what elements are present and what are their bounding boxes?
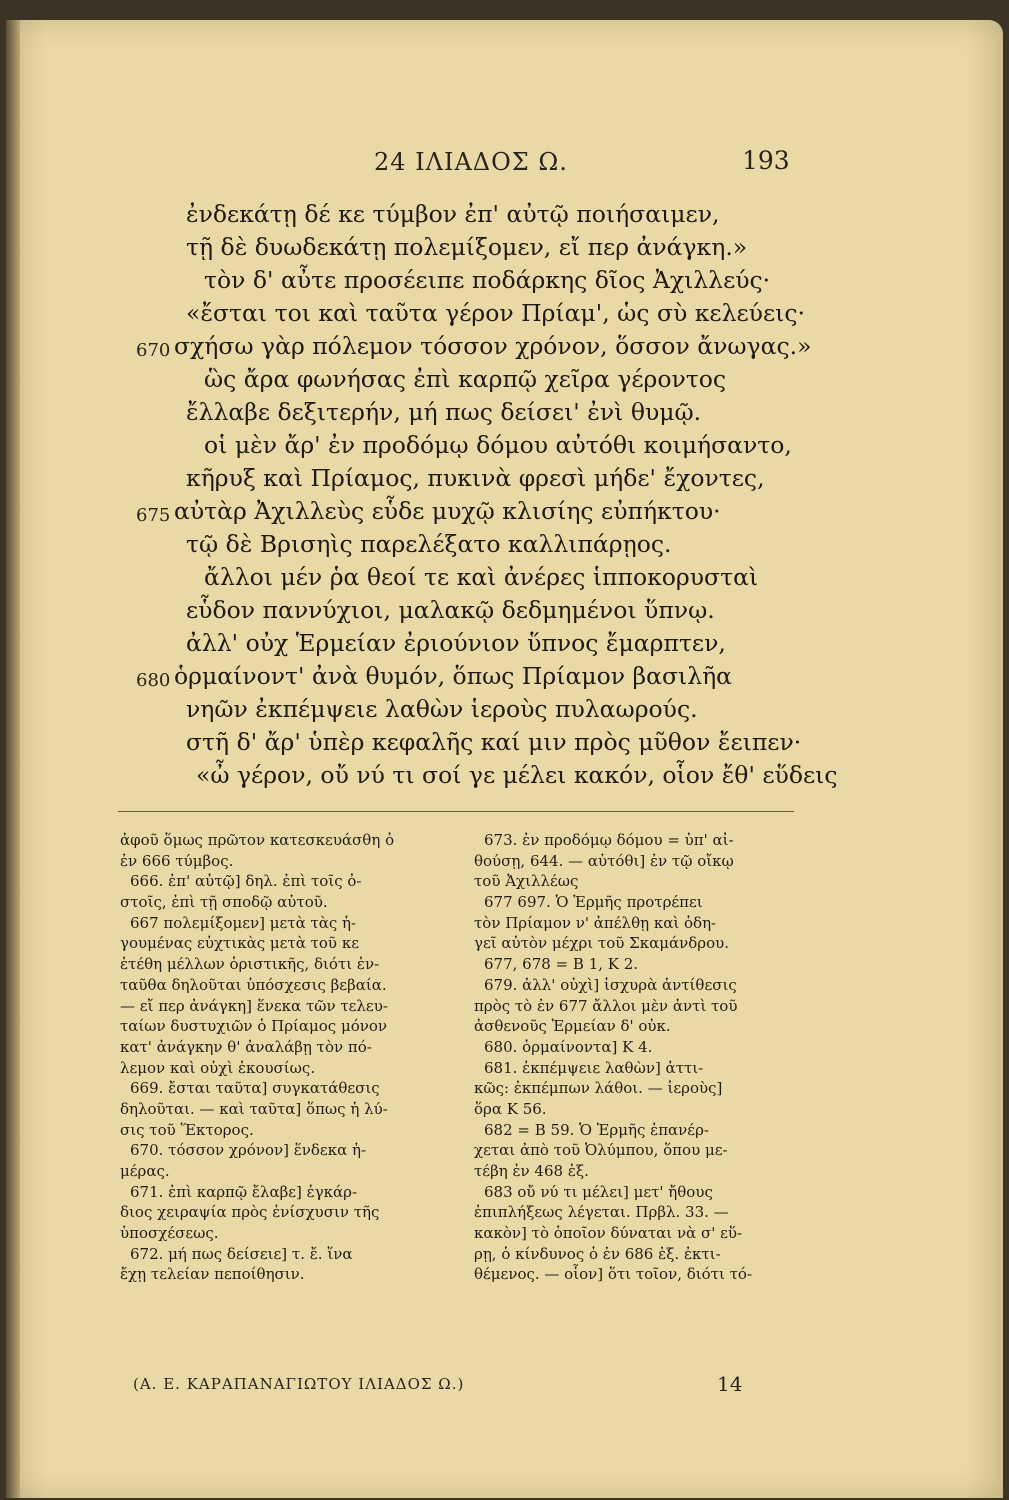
note-line: ἀφοῦ ὅμως πρῶτον κατεσκευάσθη ὁ bbox=[120, 831, 395, 849]
note-line: τοῦ Ἀχιλλέως bbox=[474, 872, 579, 891]
note-line: στοῖς, ἐπὶ τῇ σποδῷ αὐτοῦ. bbox=[120, 893, 328, 912]
note-line: 677, 678 = Β 1, Κ 2. bbox=[484, 955, 639, 974]
note-line: χεται ἀπὸ τοῦ Ὀλύμπου, ὅπου με- bbox=[474, 1141, 728, 1160]
verse-text: τῷ δὲ Βρισηὶς παρελέξατο καλλιπάρῃος. bbox=[186, 530, 672, 558]
note-line: ἀσθενοῦς Ἑρμείαν δ' οὐκ. bbox=[474, 1017, 671, 1036]
page-header bbox=[6, 142, 1003, 182]
note-line: ὑποσχέσεως. bbox=[120, 1224, 219, 1243]
verse-text: τὸν δ' αὖτε προσέειπε ποδάρκης δῖος Ἀχιλλεύς· bbox=[204, 266, 771, 294]
note-line: γεῖ αὐτὸν μέχρι τοῦ Σκαμάνδρου. bbox=[474, 934, 730, 953]
verse-text: ἔλλαβε δεξιτερήν, μή πως δείσει' ἐνὶ θυμῷ. bbox=[186, 398, 702, 426]
page-footer bbox=[6, 1372, 1003, 1402]
note-line: ταίων δυστυχιῶν ὁ Πρίαμος μόνον bbox=[120, 1017, 388, 1036]
note-line: ταῦθα δηλοῦται ὑπόσχεσις βεβαία. bbox=[120, 975, 387, 994]
verse-text: αὐτὰρ Ἀχιλλεὺς εὗδε μυχῷ κλισίης εὐπήκτου· bbox=[174, 497, 721, 525]
note-line: 670. τόσσον χρόνον] ἕνδεκα ἡ- bbox=[130, 1141, 367, 1160]
note-line: διος χειραψία πρὸς ἐνίσχυσιν τῆς bbox=[120, 1203, 380, 1222]
printer-signature: (Α. Ε. ΚΑΡΑΠΑΝΑΓΙΩΤΟΥ ΙΛΙΑΔΟΣ Ω.) bbox=[133, 1375, 465, 1393]
page-number: 193 bbox=[742, 146, 790, 175]
note-line: ἐπιπλήξεως λέγεται. Πρβλ. 33. — bbox=[474, 1203, 729, 1222]
note-line: θέμενος. — οἷον] ὅτι τοῖον, διότι τό- bbox=[474, 1265, 753, 1284]
note-line: 669. ἔσται ταῦτα] συγκατάθεσις bbox=[130, 1079, 380, 1098]
note-line: 681. ἐκπέμψειε λαθὼν] ἀττι- bbox=[484, 1058, 704, 1077]
verse-number: 675 bbox=[136, 505, 171, 526]
note-line: 667 πολεμίξομεν] μετὰ τὰς ἡ- bbox=[130, 913, 357, 932]
note-line: 679. ἀλλ' οὐχὶ] ἰσχυρὰ ἀντίθεσις bbox=[484, 975, 737, 994]
note-line: 682 = Β 59. Ὁ Ἑρμῆς ἐπανέρ- bbox=[484, 1120, 709, 1139]
verse-text: «ὦ γέρον, οὔ νύ τι σοί γε μέλει κακόν, οἷον ἔθ' εὕδεις bbox=[196, 761, 838, 789]
running-head: 24 ΙΛΙΑΔΟΣ Ω. bbox=[374, 148, 568, 176]
verse-number: 670 bbox=[136, 340, 171, 361]
note-line: κατ' ἀνάγκην θ' ἀναλάβῃ τὸν πό- bbox=[120, 1037, 372, 1056]
note-line: 672. μή πως δείσειε] τ. ἔ. ἵνα bbox=[130, 1244, 353, 1263]
verse-line bbox=[6, 761, 1003, 805]
note-line: — εἴ περ ἀνάγκη] ἕνεκα τῶν τελευ- bbox=[120, 996, 388, 1015]
verse-text: ἀλλ' οὐχ Ἑρμείαν ἐριούνιον ὕπνος ἔμαρπτεν, bbox=[186, 629, 726, 657]
verse-text: «ἔσται τοι καὶ ταῦτα γέρον Πρίαμ', ὡς σὺ κελεύεις· bbox=[186, 299, 805, 327]
note-line: θούσῃ, 644. — αὐτόθι] ἐν τῷ οἴκῳ bbox=[474, 851, 734, 870]
note-line: ἔχῃ τελείαν πεποίθησιν. bbox=[120, 1265, 305, 1284]
verse-number: 680 bbox=[136, 670, 171, 691]
note-line: 673. ἐν προδόμῳ δόμου = ὑπ' αἰ- bbox=[484, 831, 734, 849]
verse-text: εὗδον παννύχιοι, μαλακῷ δεδμημένοι ὕπνῳ. bbox=[186, 596, 715, 624]
note-line: πρὸς τὸ ἐν 677 ἄλλοι μὲν ἀντὶ τοῦ bbox=[474, 996, 738, 1015]
commentary-left-column bbox=[120, 830, 460, 1285]
note-line: μέρας. bbox=[120, 1162, 170, 1180]
note-line: 677 697. Ὁ Ἑρμῆς προτρέπει bbox=[484, 893, 703, 912]
book-page bbox=[6, 20, 1003, 1498]
verse-text: κῆρυξ καὶ Πρίαμος, πυκινὰ φρεσὶ μήδε' ἔχοντες, bbox=[186, 464, 765, 492]
note-line: λεμον καὶ οὐχὶ ἑκουσίως. bbox=[120, 1058, 316, 1077]
verse-text: ἐνδεκάτῃ δέ κε τύμβον ἐπ' αὐτῷ ποιήσαιμεν, bbox=[186, 200, 720, 228]
note-line: τέβη ἐν 468 ἑξ. bbox=[474, 1162, 589, 1180]
note-line: κακὸν] τὸ ὁποῖον δύναται νὰ σ' εὕ- bbox=[474, 1224, 743, 1243]
note-line: 680. ὁρμαίνοντα] Κ 4. bbox=[484, 1037, 653, 1056]
note-line: τὸν Πρίαμον ν' ἀπέλθῃ καὶ ὁδη- bbox=[474, 913, 717, 932]
verse-text: οἱ μὲν ἄρ' ἐν προδόμῳ δόμου αὐτόθι κοιμήσαντο, bbox=[204, 431, 792, 459]
note-line: κῶς: ἐκπέμπων λάθοι. — ἱεροὺς] bbox=[474, 1079, 723, 1098]
note-line: ὅρα Κ 56. bbox=[474, 1099, 547, 1118]
note-line: 666. ἐπ' αὐτῷ] δηλ. ἐπὶ τοῖς ὀ- bbox=[130, 872, 362, 891]
commentary-right-column bbox=[474, 830, 796, 1285]
note-line: δηλοῦται. — καὶ ταῦτα] ὅπως ἡ λύ- bbox=[120, 1099, 388, 1118]
note-line: γουμένας εὐχτικὰς μετὰ τοῦ κε bbox=[120, 934, 359, 953]
note-line: ρῃ, ὁ κίνδυνος ὁ ἐν 686 ἑξ. ἐκτι- bbox=[474, 1244, 721, 1263]
verse-text: τῇ δὲ δυωδεκάτῃ πολεμίξομεν, εἴ περ ἀνάγκη.» bbox=[186, 233, 748, 261]
verse-text: ὣς ἄρα φωνήσας ἐπὶ καρπῷ χεῖρα γέροντος bbox=[204, 365, 727, 393]
note-line: 671. ἐπὶ καρπῷ ἔλαβε] ἐγκάρ- bbox=[130, 1182, 358, 1201]
note-line: 683 οὔ νύ τι μέλει] μετ' ἤθους bbox=[484, 1182, 713, 1201]
verse-text: ὁρμαίνοντ' ἀνὰ θυμόν, ὅπως Πρίαμον βασιλῆα bbox=[174, 662, 733, 690]
verse-text: σχήσω γὰρ πόλεμον τόσσον χρόνον, ὅσσον ἄνωγας.» bbox=[174, 332, 812, 360]
verse-text: ἄλλοι μέν ῥα θεοί τε καὶ ἀνέρες ἱπποκορυσταὶ bbox=[204, 563, 759, 591]
sheet-number: 14 bbox=[717, 1372, 743, 1396]
note-line: ἐν 666 τύμβος. bbox=[120, 851, 234, 870]
note-line: σις τοῦ Ἕκτορος. bbox=[120, 1120, 254, 1139]
verse-text: στῆ δ' ἄρ' ὑπὲρ κεφαλῆς καί μιν πρὸς μῦθον ἔειπεν· bbox=[186, 728, 802, 756]
note-line: ἐτέθη μέλλων ὁριστικῆς, διότι ἐν- bbox=[120, 955, 380, 974]
verse-text: νηῶν ἐκπέμψειε λαθὼν ἱεροὺς πυλαωρούς. bbox=[186, 695, 698, 723]
divider-rule bbox=[118, 811, 794, 812]
